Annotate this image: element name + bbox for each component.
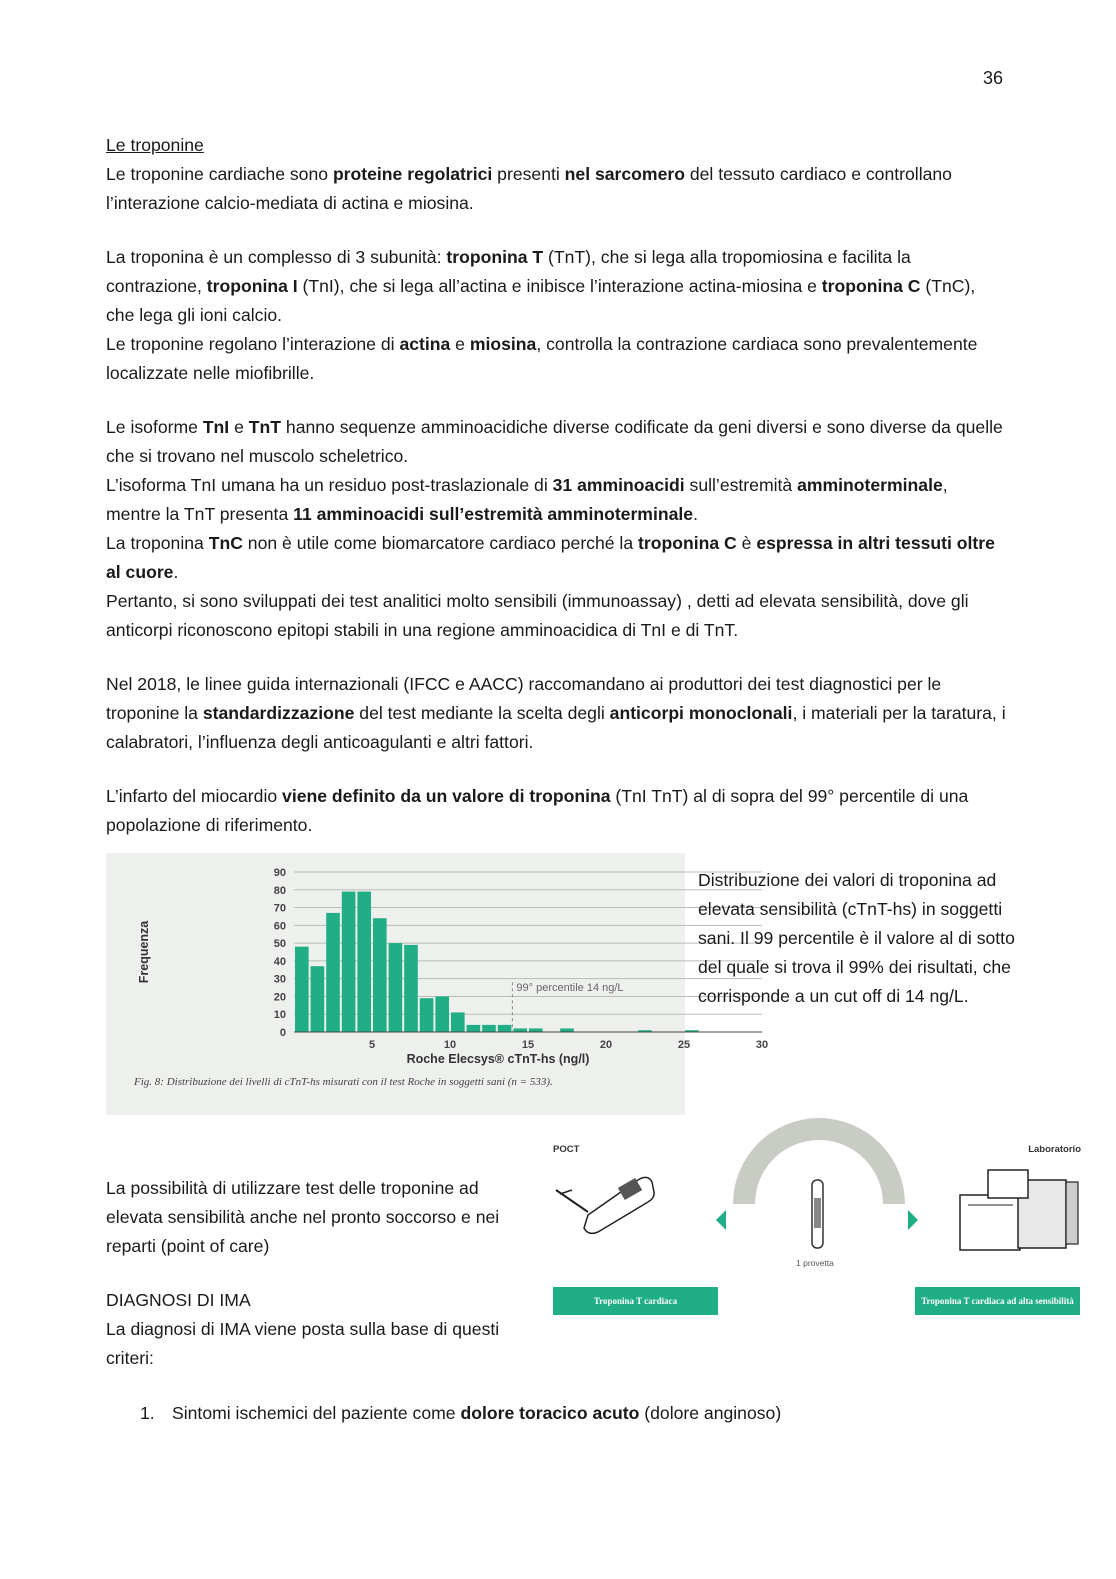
handheld-device-icon [556, 1177, 654, 1233]
paragraph-2: La troponina è un complesso di 3 subunità: troponina T (TnT), che si lega alla tropomiosina e facilita la contrazione, troponina I (TnI), che si lega all’actina e inibisce l’interazione actina-miosina e troponina C (TnC), che lega gli ioni calcio. [106, 247, 976, 325]
y-tick-label: 80 [273, 884, 286, 897]
paragraph-6: La troponina TnC non è utile come biomarcatore cardiaco perché la troponina C è espressa in altri tessuti oltre al cuore. [106, 533, 995, 582]
histogram-bar [467, 1025, 481, 1032]
histogram-bar [513, 1028, 527, 1032]
histogram-bar [482, 1025, 496, 1032]
y-tick-label: 60 [273, 920, 286, 933]
y-tick-label: 90 [273, 867, 286, 879]
poct-vs-lab-illustration [548, 1120, 1093, 1325]
arrow-right-icon [908, 1210, 918, 1230]
criteria-list-item: 1. Sintomi ischemici del paziente come dolore toracico acuto (dolore anginoso) [140, 1403, 782, 1423]
histogram-bar [560, 1028, 574, 1032]
diagnosis-heading: DIAGNOSI DI IMA [106, 1290, 251, 1310]
paragraph-4: Le isoforme TnI e TnT hanno sequenze amminoacidiche diverse codificate da geni diversi e sono diverse da quelle che si trovano nel muscolo scheletrico. [106, 417, 1003, 466]
histogram-bar [311, 966, 325, 1032]
x-tick-label: 20 [599, 1039, 613, 1051]
left-text-block [106, 1174, 526, 1373]
diagnosis-text: La diagnosi di IMA viene posta sulla base di questi criteri: [106, 1319, 500, 1368]
paragraph-5: L’isoforma TnI umana ha un residuo post-traslazionale di 31 amminoacidi sull’estremità amminoterminale, mentre la TnT presenta 11 amminoacidi sull’estremità amminoterminale. [106, 475, 948, 524]
y-tick-label: 30 [273, 973, 286, 986]
arrow-left-icon [716, 1210, 726, 1230]
poct-text: La possibilità di utilizzare test delle troponine ad elevata sensibilità anche nel pronto soccorso e nei reparti (point of care) [106, 1178, 500, 1256]
histogram-bar [420, 998, 434, 1032]
x-tick-label: 15 [521, 1039, 535, 1051]
paragraph-9: L’infarto del miocardio viene definito da un valore di troponina (TnI TnT) al di sopra del 99° percentile di una popolazione di riferimento. [106, 786, 969, 835]
lab-analyzer-icon [960, 1170, 1078, 1250]
section-title: Le troponine [106, 135, 204, 155]
figure-caption: Fig. 8: Distribuzione dei livelli di cTnT-hs misurati con il test Roche in soggetti sani (n = 533). [134, 1076, 553, 1088]
x-axis-title: Roche Elecsys® cTnT-hs (ng/l) [406, 1052, 590, 1066]
x-tick-label: 5 [368, 1039, 376, 1051]
y-axis-title: Frequenza [137, 920, 151, 984]
right-green-bar: Troponina T cardiaca ad alta sensibilità [915, 1287, 1080, 1315]
y-tick-label: 20 [273, 991, 286, 1004]
histogram-bar [389, 943, 403, 1032]
histogram-bar [498, 1025, 512, 1032]
y-tick-label: 50 [273, 938, 286, 951]
y-tick-label: 0 [279, 1027, 286, 1039]
tube-caption: 1 provetta [796, 1258, 834, 1268]
paragraph-1: Le troponine cardiache sono proteine regolatrici presenti nel sarcomero del tessuto cardiaco e controllano l’interazione calcio-mediata di actina e miosina. [106, 164, 952, 213]
histogram-bar [435, 996, 449, 1032]
histogram-chart [106, 853, 769, 1073]
x-tick-label: 10 [443, 1039, 457, 1051]
histogram-bar [326, 913, 340, 1032]
x-tick-label: 30 [755, 1039, 769, 1051]
histogram-bar [342, 892, 356, 1032]
y-tick-label: 70 [273, 902, 286, 915]
laboratory-label: Laboratorio [1028, 1144, 1081, 1155]
main-text [106, 131, 1006, 840]
y-tick-label: 40 [273, 955, 286, 968]
tube-label-strip [814, 1198, 821, 1228]
percentile-annotation: 99° percentile 14 ng/L [516, 982, 624, 995]
y-tick-label: 10 [273, 1009, 286, 1022]
figure-side-text: Distribuzione dei valori di troponina ad elevata sensibilità (cTnT-hs) in soggetti sani. Il 99 percentile è il valore al di sotto del quale si trova il 99% dei risultati, che corrisponde a un cut off di 14 ng/L. [698, 870, 1015, 1006]
paragraph-3: Le troponine regolano l’interazione di actina e miosina, controlla la contrazione cardiaca sono prevalentemente localizzate nelle miofibrille. [106, 334, 978, 383]
x-tick-label: 25 [677, 1039, 691, 1051]
paragraph-7: Pertanto, si sono sviluppati dei test analitici molto sensibili (immunoassay) , detti ad elevata sensibilità, dove gli anticorpi riconoscono epitopi stabili in una regione amminoacidica di TnI e di TnT. [106, 591, 969, 640]
troponin-histogram-figure [106, 853, 769, 1115]
histogram-bar [295, 947, 309, 1032]
page-number: 36 [982, 68, 1003, 88]
histogram-bar [529, 1028, 543, 1032]
histogram-bar [373, 918, 387, 1032]
left-green-bar: Troponina T cardiaca [553, 1287, 718, 1315]
paragraph-8: Nel 2018, le linee guida internazionali (IFCC e AACC) raccomandano ai produttori dei test diagnostici per le troponine la standardizzazione del test mediante la scelta degli anticorpi monoclonali, i materiali per la taratura, i calabratori, l’influenza degli anticoagulanti e altri fattori. [106, 674, 1006, 752]
histogram-bar [357, 892, 371, 1032]
histogram-bar [404, 945, 418, 1032]
poct-label: POCT [553, 1144, 580, 1155]
histogram-bar [451, 1012, 465, 1032]
